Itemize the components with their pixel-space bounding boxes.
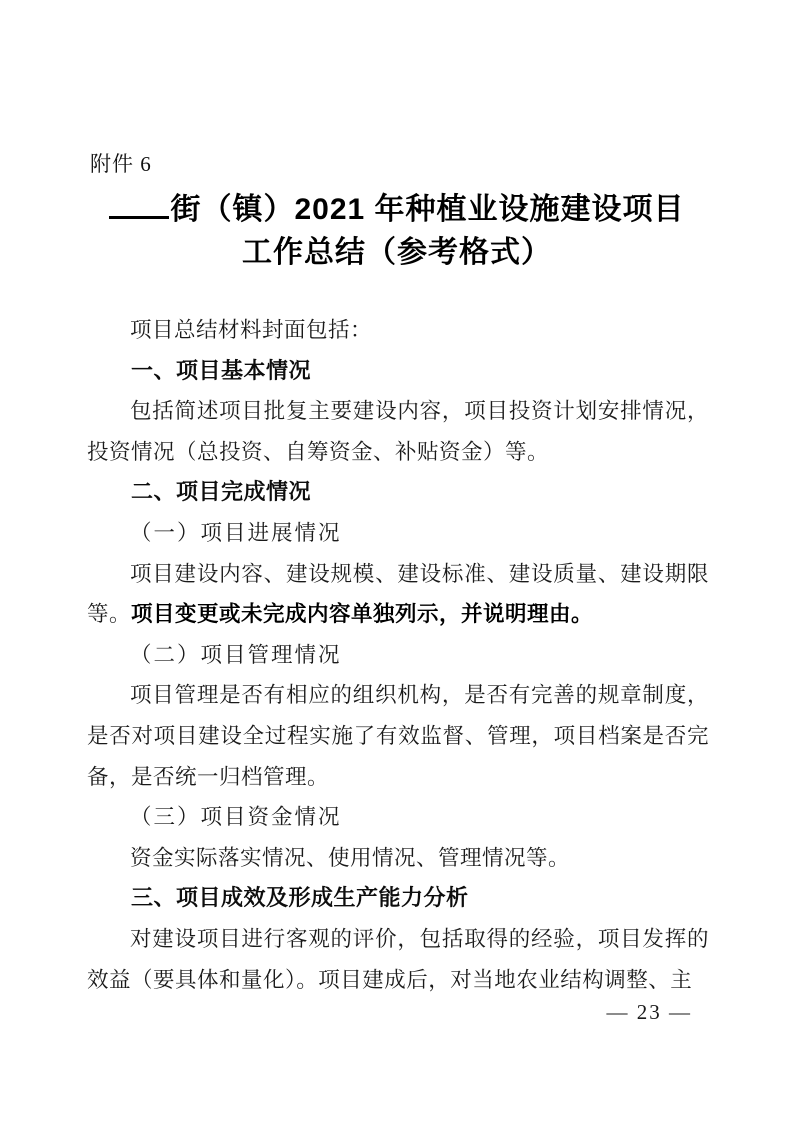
sub-heading-2-2: （二）项目管理情况 <box>130 642 342 667</box>
section-3-paragraph: 对建设项目进行客观的评价，包括取得的经验，项目发挥的效益（要具体和量化）。项目建成后，对当地农业结构调整、主 <box>87 926 709 992</box>
page-number: — 23 — <box>606 1000 692 1024</box>
document-title <box>87 188 707 274</box>
document-title-line1 <box>87 188 707 231</box>
sub-heading-2-1: （一）项目进展情况 <box>130 520 342 545</box>
section-heading-3: 三、项目成效及形成生产能力分析 <box>131 885 469 911</box>
section-heading-2: 二、项目完成情况 <box>131 479 312 505</box>
document-body <box>87 310 709 1000</box>
document-title-line2: 工作总结（参考格式） <box>242 236 552 269</box>
blank-underline <box>109 216 169 219</box>
attachment-label: 附件 6 <box>90 152 152 176</box>
sub-2-1-paragraph-bold-text: 项目变更或未完成内容单独列示，并说明理由。 <box>131 602 594 627</box>
sub-2-3-paragraph: 资金实际落实情况、使用情况、管理情况等。 <box>130 845 571 870</box>
sub-heading-2-3: （三）项目资金情况 <box>130 805 342 830</box>
section-heading-1: 一、项目基本情况 <box>131 357 312 383</box>
intro-line: 项目总结材料封面包括： <box>130 318 373 342</box>
section-1-paragraph: 包括简述项目批复主要建设内容，项目投资计划安排情况，投资情况（总投资、自筹资金、补贴资金）等。 <box>87 399 709 464</box>
sub-2-1-paragraph-normal-text: 项目建设内容、建设规模、建设标准、建设质量、建设期限等。 <box>87 561 709 627</box>
title-line1-text: 街（镇）2021 年种植业设施建设项目 <box>170 193 685 226</box>
sub-2-1-paragraph <box>87 554 709 635</box>
sub-2-2-paragraph: 项目管理是否有相应的组织机构，是否有完善的规章制度，是否对项目建设全过程实施了有效监督、管理，项目档案是否完备，是否统一归档管理。 <box>87 683 709 789</box>
